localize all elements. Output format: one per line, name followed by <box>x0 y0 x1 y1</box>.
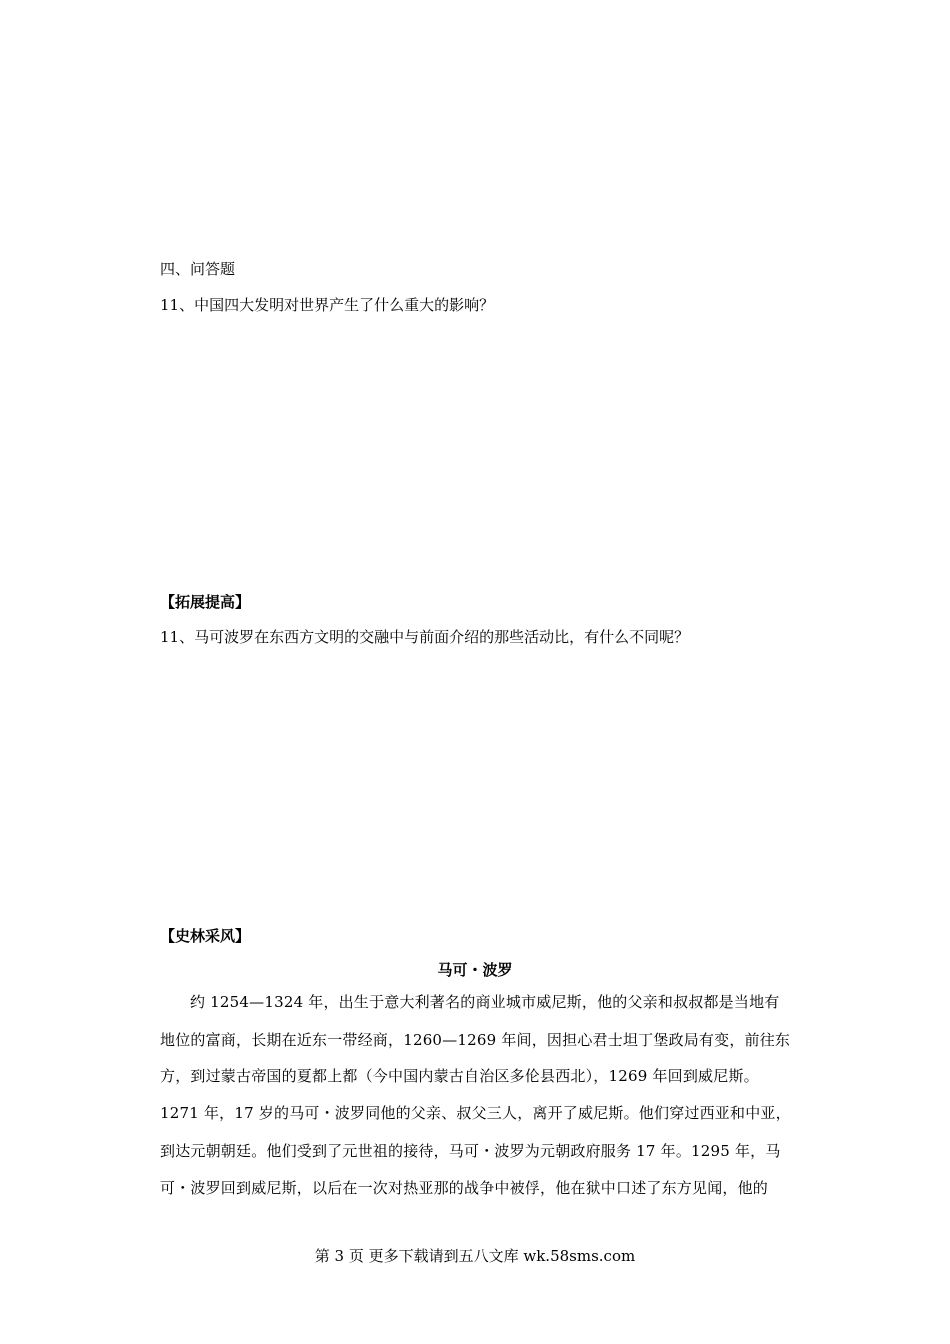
question-11-marco-polo: 11、马可波罗在东西方文明的交融中与前面介绍的那些活动比，有什么不同呢？ <box>160 628 690 646</box>
history-corner-heading: 【史林采风】 <box>160 927 251 945</box>
article-line: 到达元朝朝廷。他们受到了元世祖的接待，马可・波罗为元朝政府服务 17 年。1295 年，马 <box>160 1142 781 1160</box>
extension-heading: 【拓展提高】 <box>160 593 251 611</box>
article-line: 约 1254—1324 年，出生于意大利著名的商业城市威尼斯，他的父亲和叔叔都是当地有 <box>190 993 780 1011</box>
article-line: 可・波罗回到威尼斯，以后在一次对热亚那的战争中被俘，他在狱中口述了东方见闻，他的 <box>160 1179 769 1197</box>
article-line: 方，到过蒙古帝国的夏都上都（今中国内蒙古自治区多伦县西北），1269 年回到威尼斯。 <box>160 1067 759 1085</box>
article-line: 地位的富商，长期在近东一带经商，1260—1269 年间，因担心君士坦丁堡政局有变，前往东 <box>160 1031 791 1049</box>
question-11-inventions: 11、中国四大发明对世界产生了什么重大的影响？ <box>160 296 495 314</box>
page-footer: 第 3 页 更多下载请到五八文库 wk.58sms.com <box>314 1247 636 1265</box>
article-line: 1271 年，17 岁的马可・波罗同他的父亲、叔父三人，离开了威尼斯。他们穿过西亚和中亚， <box>160 1104 791 1122</box>
article-title: 马可・波罗 <box>437 961 513 979</box>
section-four-heading: 四、问答题 <box>160 260 236 278</box>
